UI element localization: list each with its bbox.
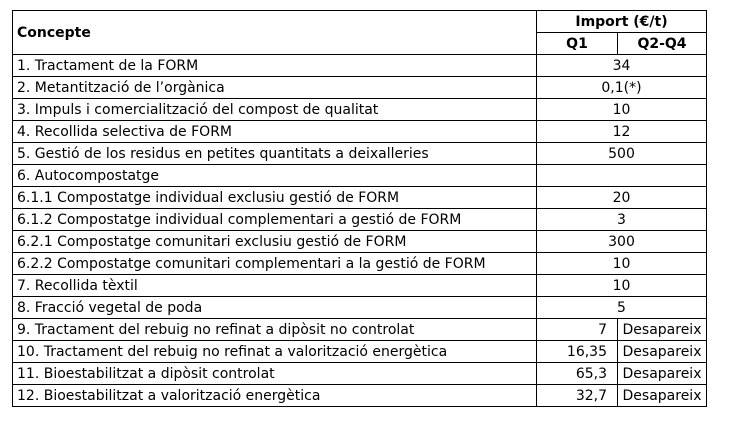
- header-q1: Q1: [537, 33, 618, 55]
- table-row: [13, 55, 707, 77]
- table-row: [13, 275, 707, 297]
- row-value: 5: [537, 297, 707, 319]
- table-container: [12, 10, 707, 407]
- table-row: [13, 341, 707, 363]
- row-value: 3: [537, 209, 707, 231]
- row-q1-value: 65,3: [537, 363, 618, 385]
- table-row: [13, 99, 707, 121]
- table-row: [13, 231, 707, 253]
- row-label: 4. Recollida selectiva de FORM: [13, 121, 537, 143]
- row-value: 12: [537, 121, 707, 143]
- row-value: 10: [537, 99, 707, 121]
- row-label: 6.1.2 Compostatge individual complementari a gestió de FORM: [13, 209, 537, 231]
- row-label: 12. Bioestabilitzat a valorització energètica: [13, 385, 537, 407]
- table-row: [13, 77, 707, 99]
- row-label: 6.2.2 Compostatge comunitari complementari a la gestió de FORM: [13, 253, 537, 275]
- row-q2q4-value: Desapareix: [618, 385, 707, 407]
- row-label: 10. Tractament del rebuig no refinat a valorització energètica: [13, 341, 537, 363]
- row-label: 11. Bioestabilitzat a dipòsit controlat: [13, 363, 537, 385]
- row-value: 10: [537, 275, 707, 297]
- row-label: 1. Tractament de la FORM: [13, 55, 537, 77]
- row-value: 500: [537, 143, 707, 165]
- row-q1-value: 32,7: [537, 385, 618, 407]
- header-q2q4: Q2-Q4: [618, 33, 707, 55]
- row-label: 3. Impuls i comercialització del compost de qualitat: [13, 99, 537, 121]
- table-row: [13, 363, 707, 385]
- table-row: [13, 385, 707, 407]
- row-q1-value: 16,35: [537, 341, 618, 363]
- table-row: [13, 187, 707, 209]
- row-label: 5. Gestió de los residus en petites quantitats a deixalleries: [13, 143, 537, 165]
- row-label: 7. Recollida tèxtil: [13, 275, 537, 297]
- row-label: 6. Autocompostatge: [13, 165, 537, 187]
- row-label: 9. Tractament del rebuig no refinat a dipòsit no controlat: [13, 319, 537, 341]
- row-q2q4-value: Desapareix: [618, 341, 707, 363]
- table-row: [13, 121, 707, 143]
- row-value: 20: [537, 187, 707, 209]
- table-row: [13, 253, 707, 275]
- row-value: 34: [537, 55, 707, 77]
- row-q2q4-value: Desapareix: [618, 363, 707, 385]
- table-row: [13, 143, 707, 165]
- header-concept: Concepte: [13, 11, 537, 55]
- row-label: 6.1.1 Compostatge individual exclusiu gestió de FORM: [13, 187, 537, 209]
- row-q2q4-value: Desapareix: [618, 319, 707, 341]
- row-value: 0,1(*): [537, 77, 707, 99]
- import-table: [12, 10, 707, 407]
- table-row: [13, 165, 707, 187]
- row-value: 10: [537, 253, 707, 275]
- table-row: [13, 209, 707, 231]
- table-row: [13, 319, 707, 341]
- table-row: [13, 297, 707, 319]
- row-q1-value: 7: [537, 319, 618, 341]
- row-label: 6.2.1 Compostatge comunitari exclusiu gestió de FORM: [13, 231, 537, 253]
- row-label: 8. Fracció vegetal de poda: [13, 297, 537, 319]
- row-label: 2. Metantització de l’orgànica: [13, 77, 537, 99]
- row-value: 300: [537, 231, 707, 253]
- header-row: [13, 11, 707, 33]
- row-value: [537, 165, 707, 187]
- header-import: Import (€/t): [537, 11, 707, 33]
